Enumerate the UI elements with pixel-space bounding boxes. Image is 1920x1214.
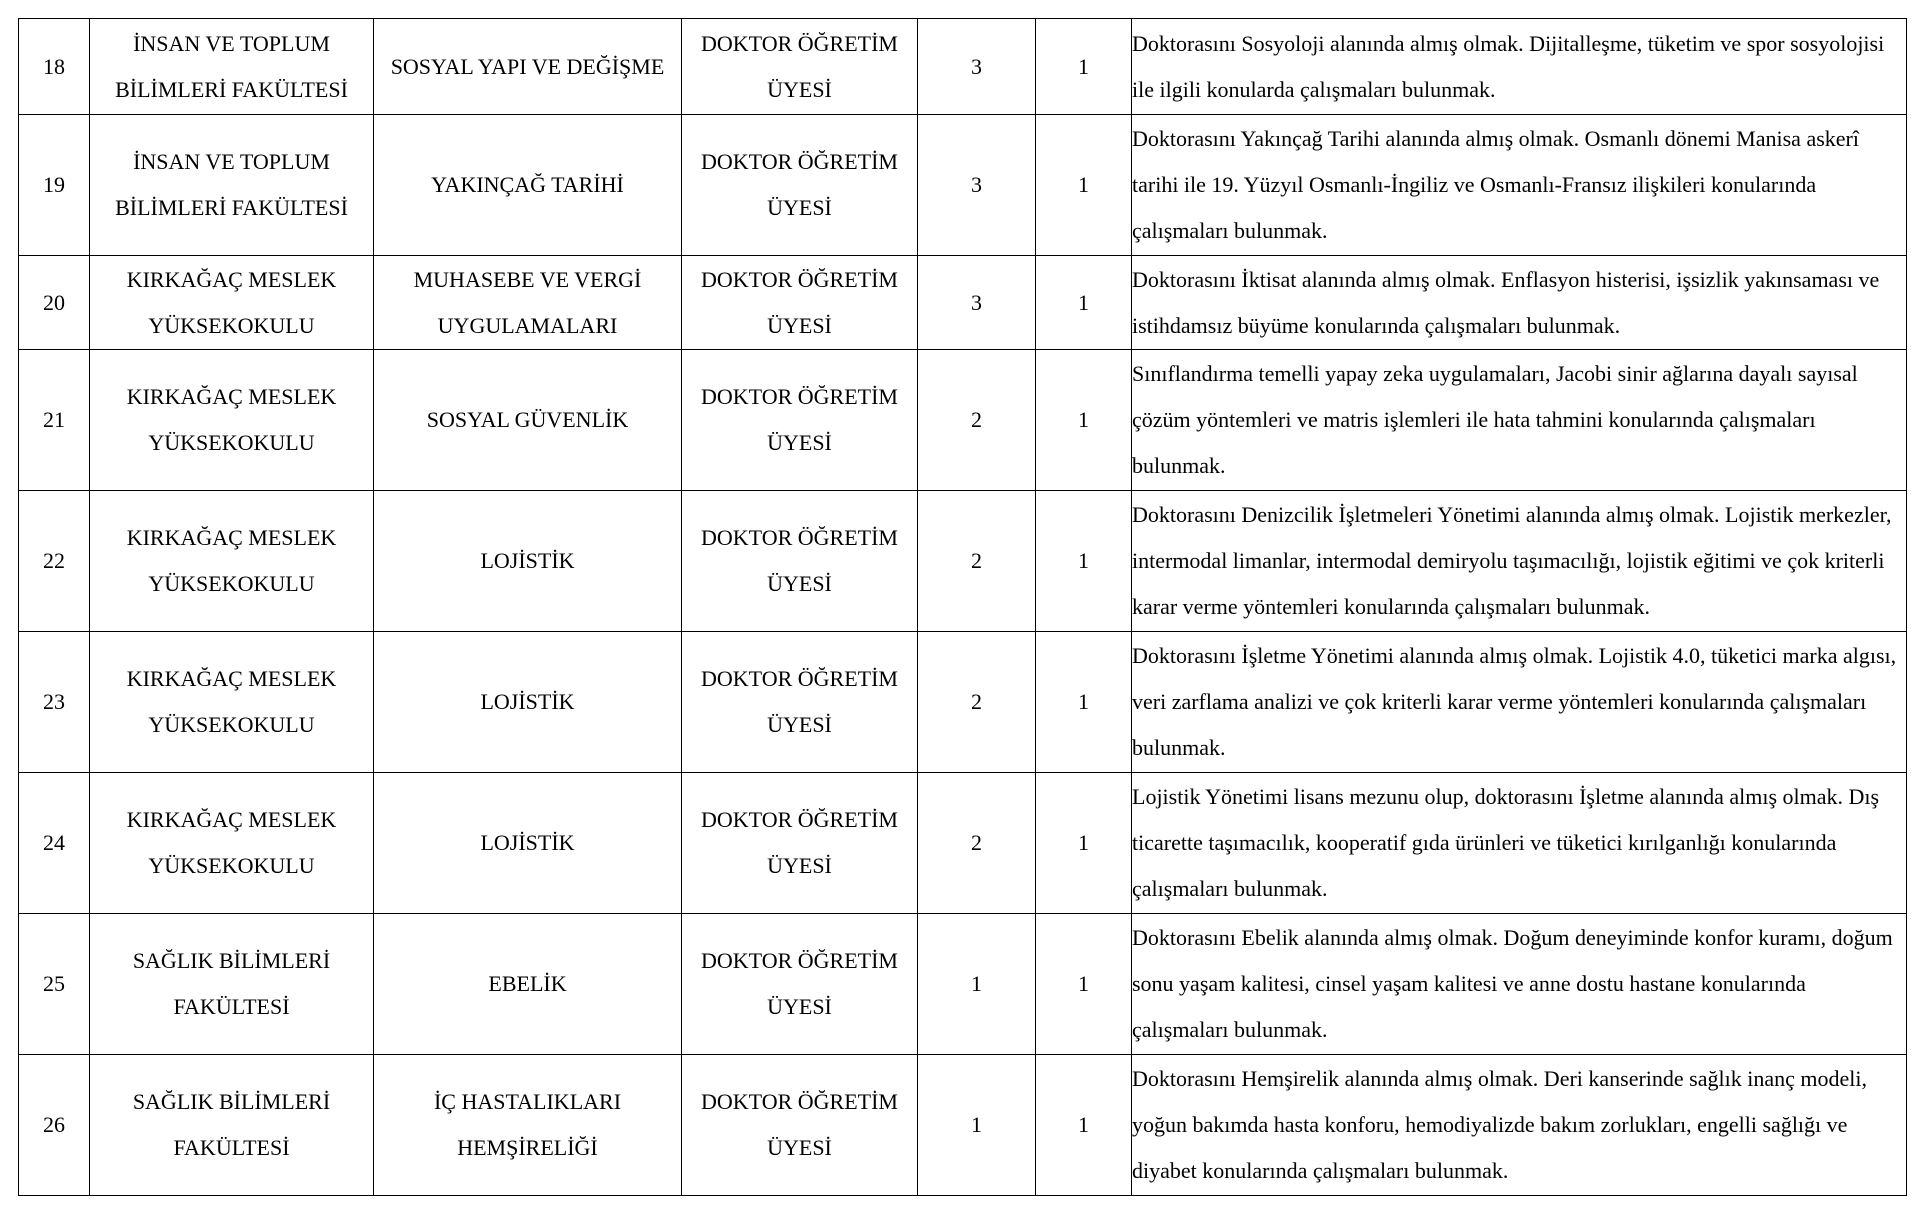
requirement-cell: Doktorasını Sosyoloji alanında almış olmak. Dijitalleşme, tüketim ve spor sosyolojisi ile ilgili konularda çalışmaları bulunmak. — [1132, 19, 1907, 115]
title-cell: DOKTOR ÖĞRETİM ÜYESİ — [682, 256, 918, 350]
title-cell: DOKTOR ÖĞRETİM ÜYESİ — [682, 491, 918, 632]
title-cell: DOKTOR ÖĞRETİM ÜYESİ — [682, 914, 918, 1055]
unit-cell: KIRKAĞAÇ MESLEK YÜKSEKOKULU — [90, 491, 374, 632]
table-row — [19, 1055, 1907, 1196]
title-cell: DOKTOR ÖĞRETİM ÜYESİ — [682, 773, 918, 914]
requirement-cell: Doktorasını İktisat alanında almış olmak. Enflasyon histerisi, işsizlik yakınsaması ve istihdamsız büyüme konularında çalışmaları bulunmak. — [1132, 256, 1907, 350]
department-cell: LOJİSTİK — [374, 491, 682, 632]
count-cell: 1 — [1036, 632, 1132, 773]
degree-cell: 1 — [918, 1055, 1036, 1196]
requirement-cell: Doktorasını Yakınçağ Tarihi alanında almış olmak. Osmanlı dönemi Manisa askerî tarihi ile 19. Yüzyıl Osmanlı-İngiliz ve Osmanlı-Fransız ilişkileri konularında çalışmaları bulunmak. — [1132, 115, 1907, 256]
department-cell: LOJİSTİK — [374, 632, 682, 773]
row-number: 26 — [19, 1055, 90, 1196]
count-cell: 1 — [1036, 256, 1132, 350]
title-cell: DOKTOR ÖĞRETİM ÜYESİ — [682, 115, 918, 256]
count-cell: 1 — [1036, 914, 1132, 1055]
degree-cell: 1 — [918, 914, 1036, 1055]
row-number: 24 — [19, 773, 90, 914]
degree-cell: 2 — [918, 491, 1036, 632]
row-number: 18 — [19, 19, 90, 115]
department-cell: İÇ HASTALIKLARI HEMŞİRELİĞİ — [374, 1055, 682, 1196]
requirement-cell: Doktorasını İşletme Yönetimi alanında almış olmak. Lojistik 4.0, tüketici marka algısı, veri zarflama analizi ve çok kriterli karar verme yöntemleri konularında çalışmaları bulunmak. — [1132, 632, 1907, 773]
requirement-cell: Lojistik Yönetimi lisans mezunu olup, doktorasını İşletme alanında almış olmak. Dış ticarette taşımacılık, kooperatif gıda ürünleri ve tüketici kırılganlığı konularında çalışmaları bulunmak. — [1132, 773, 1907, 914]
unit-cell: KIRKAĞAÇ MESLEK YÜKSEKOKULU — [90, 773, 374, 914]
count-cell: 1 — [1036, 491, 1132, 632]
department-cell: SOSYAL YAPI VE DEĞİŞME — [374, 19, 682, 115]
unit-cell: KIRKAĞAÇ MESLEK YÜKSEKOKULU — [90, 256, 374, 350]
table-row — [19, 256, 1907, 350]
table-row — [19, 19, 1907, 115]
title-cell: DOKTOR ÖĞRETİM ÜYESİ — [682, 19, 918, 115]
document-page — [18, 18, 1907, 1196]
degree-cell: 2 — [918, 632, 1036, 773]
unit-cell: SAĞLIK BİLİMLERİ FAKÜLTESİ — [90, 914, 374, 1055]
row-number: 22 — [19, 491, 90, 632]
degree-cell: 3 — [918, 19, 1036, 115]
table-row — [19, 632, 1907, 773]
unit-cell: KIRKAĞAÇ MESLEK YÜKSEKOKULU — [90, 350, 374, 491]
department-cell: SOSYAL GÜVENLİK — [374, 350, 682, 491]
unit-cell: SAĞLIK BİLİMLERİ FAKÜLTESİ — [90, 1055, 374, 1196]
table-row — [19, 914, 1907, 1055]
requirement-cell: Doktorasını Ebelik alanında almış olmak. Doğum deneyiminde konfor kuramı, doğum sonu yaşam kalitesi, cinsel yaşam kalitesi ve anne dostu hastane konularında çalışmaları bulunmak. — [1132, 914, 1907, 1055]
department-cell: YAKINÇAĞ TARİHİ — [374, 115, 682, 256]
count-cell: 1 — [1036, 115, 1132, 256]
row-number: 20 — [19, 256, 90, 350]
title-cell: DOKTOR ÖĞRETİM ÜYESİ — [682, 1055, 918, 1196]
requirement-cell: Doktorasını Denizcilik İşletmeleri Yönetimi alanında almış olmak. Lojistik merkezler, intermodal limanlar, intermodal demiryolu taşımacılığı, lojistik eğitimi ve çok kriterli karar verme yöntemleri konularında çalışmaları bulunmak. — [1132, 491, 1907, 632]
degree-cell: 2 — [918, 350, 1036, 491]
title-cell: DOKTOR ÖĞRETİM ÜYESİ — [682, 632, 918, 773]
count-cell: 1 — [1036, 773, 1132, 914]
count-cell: 1 — [1036, 19, 1132, 115]
table-body — [19, 19, 1907, 1196]
row-number: 25 — [19, 914, 90, 1055]
requirement-cell: Sınıflandırma temelli yapay zeka uygulamaları, Jacobi sinir ağlarına dayalı sayısal çözüm yöntemleri ve matris işlemleri ile hata tahmini konularında çalışmaları bulunmak. — [1132, 350, 1907, 491]
table-row — [19, 491, 1907, 632]
count-cell: 1 — [1036, 350, 1132, 491]
unit-cell: İNSAN VE TOPLUM BİLİMLERİ FAKÜLTESİ — [90, 115, 374, 256]
degree-cell: 3 — [918, 256, 1036, 350]
row-number: 19 — [19, 115, 90, 256]
department-cell: EBELİK — [374, 914, 682, 1055]
count-cell: 1 — [1036, 1055, 1132, 1196]
staff-position-table — [18, 18, 1907, 1196]
row-number: 23 — [19, 632, 90, 773]
degree-cell: 3 — [918, 115, 1036, 256]
degree-cell: 2 — [918, 773, 1036, 914]
table-row — [19, 350, 1907, 491]
requirement-cell: Doktorasını Hemşirelik alanında almış olmak. Deri kanserinde sağlık inanç modeli, yoğun bakımda hasta konforu, hemodiyalizde bakım zorlukları, engelli sağlığı ve diyabet konularında çalışmaları bulunmak. — [1132, 1055, 1907, 1196]
title-cell: DOKTOR ÖĞRETİM ÜYESİ — [682, 350, 918, 491]
unit-cell: KIRKAĞAÇ MESLEK YÜKSEKOKULU — [90, 632, 374, 773]
row-number: 21 — [19, 350, 90, 491]
table-row — [19, 773, 1907, 914]
department-cell: MUHASEBE VE VERGİ UYGULAMALARI — [374, 256, 682, 350]
department-cell: LOJİSTİK — [374, 773, 682, 914]
unit-cell: İNSAN VE TOPLUM BİLİMLERİ FAKÜLTESİ — [90, 19, 374, 115]
table-row — [19, 115, 1907, 256]
